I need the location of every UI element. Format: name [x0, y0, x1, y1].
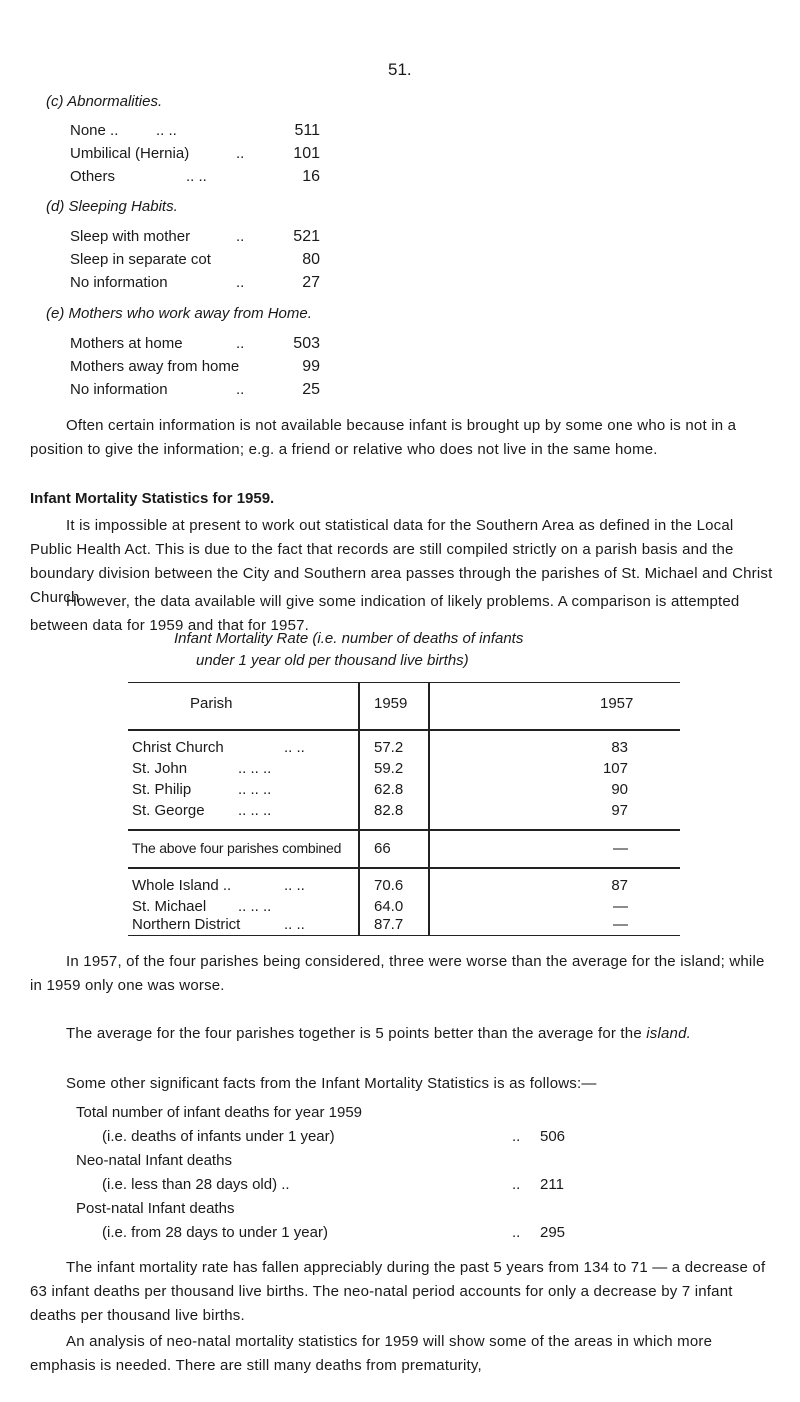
section-d-value: 27 — [302, 274, 320, 291]
section-e-dots: .. — [236, 381, 245, 398]
row-divider — [128, 729, 680, 731]
page-number: 51. — [388, 60, 412, 79]
paragraph-often: Often certain information is not available because infant is brought up by some one who is not in a position to give the information; e.g. a friend or relative who does not live in the same home. — [30, 417, 737, 458]
section-d-label: Sleep in separate cot — [70, 251, 211, 268]
section-c-value: 16 — [302, 168, 320, 185]
table-cell-parish: St. John — [132, 760, 188, 777]
table-cell-1959: 64.0 — [374, 898, 404, 915]
table-cell-1957: — — [613, 916, 628, 933]
section-d-label: Sleep with mother — [70, 228, 191, 245]
section-e-dots: .. — [236, 335, 245, 352]
fact-line1: Total number of infant deaths for year 1959 — [76, 1104, 363, 1121]
section-e-value: 25 — [302, 381, 320, 398]
fact-dots: .. — [512, 1224, 521, 1241]
table-cell-1959: 70.6 — [374, 877, 404, 894]
row-divider — [128, 829, 680, 831]
table-header-1957: 1957 — [600, 695, 634, 712]
column-divider — [428, 683, 430, 935]
section-e-heading: (e) Mothers who work away from Home. — [46, 305, 312, 322]
section-e-value: 503 — [293, 335, 320, 352]
fact-line2: (i.e. less than 28 days old) .. — [102, 1176, 290, 1193]
row-divider — [128, 867, 680, 869]
table-cell-1957: 97 — [611, 802, 628, 819]
table-caption-line2: under 1 year old per thousand live births) — [196, 652, 469, 669]
section-e-label: No information — [70, 381, 168, 398]
section-c-heading: (c) Abnormalities. — [46, 93, 163, 110]
table-cell-parish: St. Michael — [132, 898, 207, 915]
fact-line1: Neo-natal Infant deaths — [76, 1152, 232, 1169]
table-cell-1957: — — [613, 898, 628, 915]
table-caption-line1: Infant Mortality Rate (i.e. number of deaths of infants — [174, 630, 524, 647]
table-cell-1959: 66 — [374, 840, 391, 857]
section-c-label: Umbilical (Hernia) — [70, 145, 190, 162]
table-cell-dots: .. .. .. — [238, 898, 272, 915]
table-header-1959: 1959 — [374, 695, 408, 712]
table-cell-1959: 82.8 — [374, 802, 404, 819]
fact-line2: (i.e. deaths of infants under 1 year) — [102, 1128, 335, 1145]
table-cell-parish: Christ Church — [132, 739, 224, 756]
paragraph-average-text: The average for the four parishes together is 5 points better than the average for the — [66, 1025, 647, 1042]
section-c-label: None .. — [70, 122, 119, 139]
section-e-label: Mothers at home — [70, 335, 183, 352]
section-c-value: 511 — [294, 122, 320, 139]
table-cell-dots: .. .. — [284, 739, 305, 756]
table-cell-dots: .. .. .. — [238, 760, 272, 777]
section-e-label: Mothers away from home — [70, 358, 240, 375]
section-d-value: 80 — [302, 251, 320, 268]
paragraph-impossible: It is impossible at present to work out statistical data for the Southern Area as defined in the Local Public Health Act. This is due to the fact that records are still compiled strictly on a parish basis and the boundary division between the City and Southern area passes through the parishes of St. Michael and Christ Church — [30, 517, 773, 606]
column-divider — [358, 683, 360, 935]
table-cell-1959: 57.2 — [374, 739, 404, 756]
fact-dots: .. — [512, 1176, 521, 1193]
table-cell-parish: St. Philip — [132, 781, 192, 798]
section-c-label: Others — [70, 168, 116, 185]
section-heading-infant-mortality: Infant Mortality Statistics for 1959. — [30, 490, 275, 507]
table-cell-1957: 107 — [602, 760, 628, 777]
paragraph-some-facts: Some other significant facts from the Infant Mortality Statistics is as follows:— — [66, 1075, 597, 1092]
paragraph-1957: In 1957, of the four parishes being considered, three were worse than the average for the island; while in 1959 only one was worse. — [30, 953, 765, 994]
paragraph-average — [30, 1022, 774, 1046]
section-c-dots: .. .. — [186, 168, 207, 185]
fact-value: 211 — [540, 1176, 564, 1193]
fact-line1: Post-natal Infant deaths — [76, 1200, 235, 1217]
table-cell-parish: Whole Island .. — [132, 877, 232, 894]
paragraph-however: However, the data available will give some indication of likely problems. A comparison is attempted between data for 1959 and that for 1957. — [30, 593, 740, 634]
table-header-parish: Parish — [190, 695, 233, 712]
fact-line2: (i.e. from 28 days to under 1 year) — [102, 1224, 328, 1241]
section-d-dots: .. — [236, 228, 245, 245]
section-d-heading: (d) Sleeping Habits. — [46, 198, 178, 215]
mortality-table — [128, 682, 680, 936]
section-d-value: 521 — [293, 228, 320, 245]
section-d-label: No information — [70, 274, 168, 291]
table-cell-dots: .. .. — [284, 877, 305, 894]
fact-value: 295 — [540, 1224, 566, 1241]
table-cell-parish: St. George — [132, 802, 205, 819]
table-cell-1957: 87 — [611, 877, 628, 894]
section-c-dots: .. .. — [156, 122, 177, 139]
fact-value: 506 — [540, 1128, 566, 1145]
section-e-value: 99 — [302, 358, 320, 375]
table-cell-parish: The above four parishes combined — [132, 840, 342, 856]
paragraph-fallen: The infant mortality rate has fallen appreciably during the past 5 years from 134 to 71 — a decrease of 63 infant deaths per thousand live births. The neo-natal period accounts for only a decrease by 7 infant deaths per thousand live births. — [30, 1259, 766, 1324]
table-cell-1959: 59.2 — [374, 760, 404, 777]
section-c-value: 101 — [293, 145, 320, 162]
table-cell-dots: .. .. .. — [238, 781, 272, 798]
table-cell-1957: 90 — [611, 781, 628, 798]
table-cell-1959: 62.8 — [374, 781, 404, 798]
table-cell-parish: Northern District — [132, 916, 241, 933]
table-cell-1959: 87.7 — [374, 916, 404, 933]
table-cell-dots: .. .. — [284, 916, 305, 933]
paragraph-analysis: An analysis of neo-natal mortality statistics for 1959 will show some of the areas in which more emphasis is needed. There are still many deaths from prematurity, — [30, 1333, 713, 1374]
section-c-dots: .. — [236, 145, 245, 162]
table-cell-1957: — — [613, 840, 628, 857]
paragraph-average-island: island. — [646, 1025, 692, 1042]
table-cell-dots: .. .. .. — [238, 802, 272, 819]
table-cell-1957: 83 — [611, 739, 628, 756]
fact-dots: .. — [512, 1128, 521, 1145]
section-d-dots: .. — [236, 274, 245, 291]
